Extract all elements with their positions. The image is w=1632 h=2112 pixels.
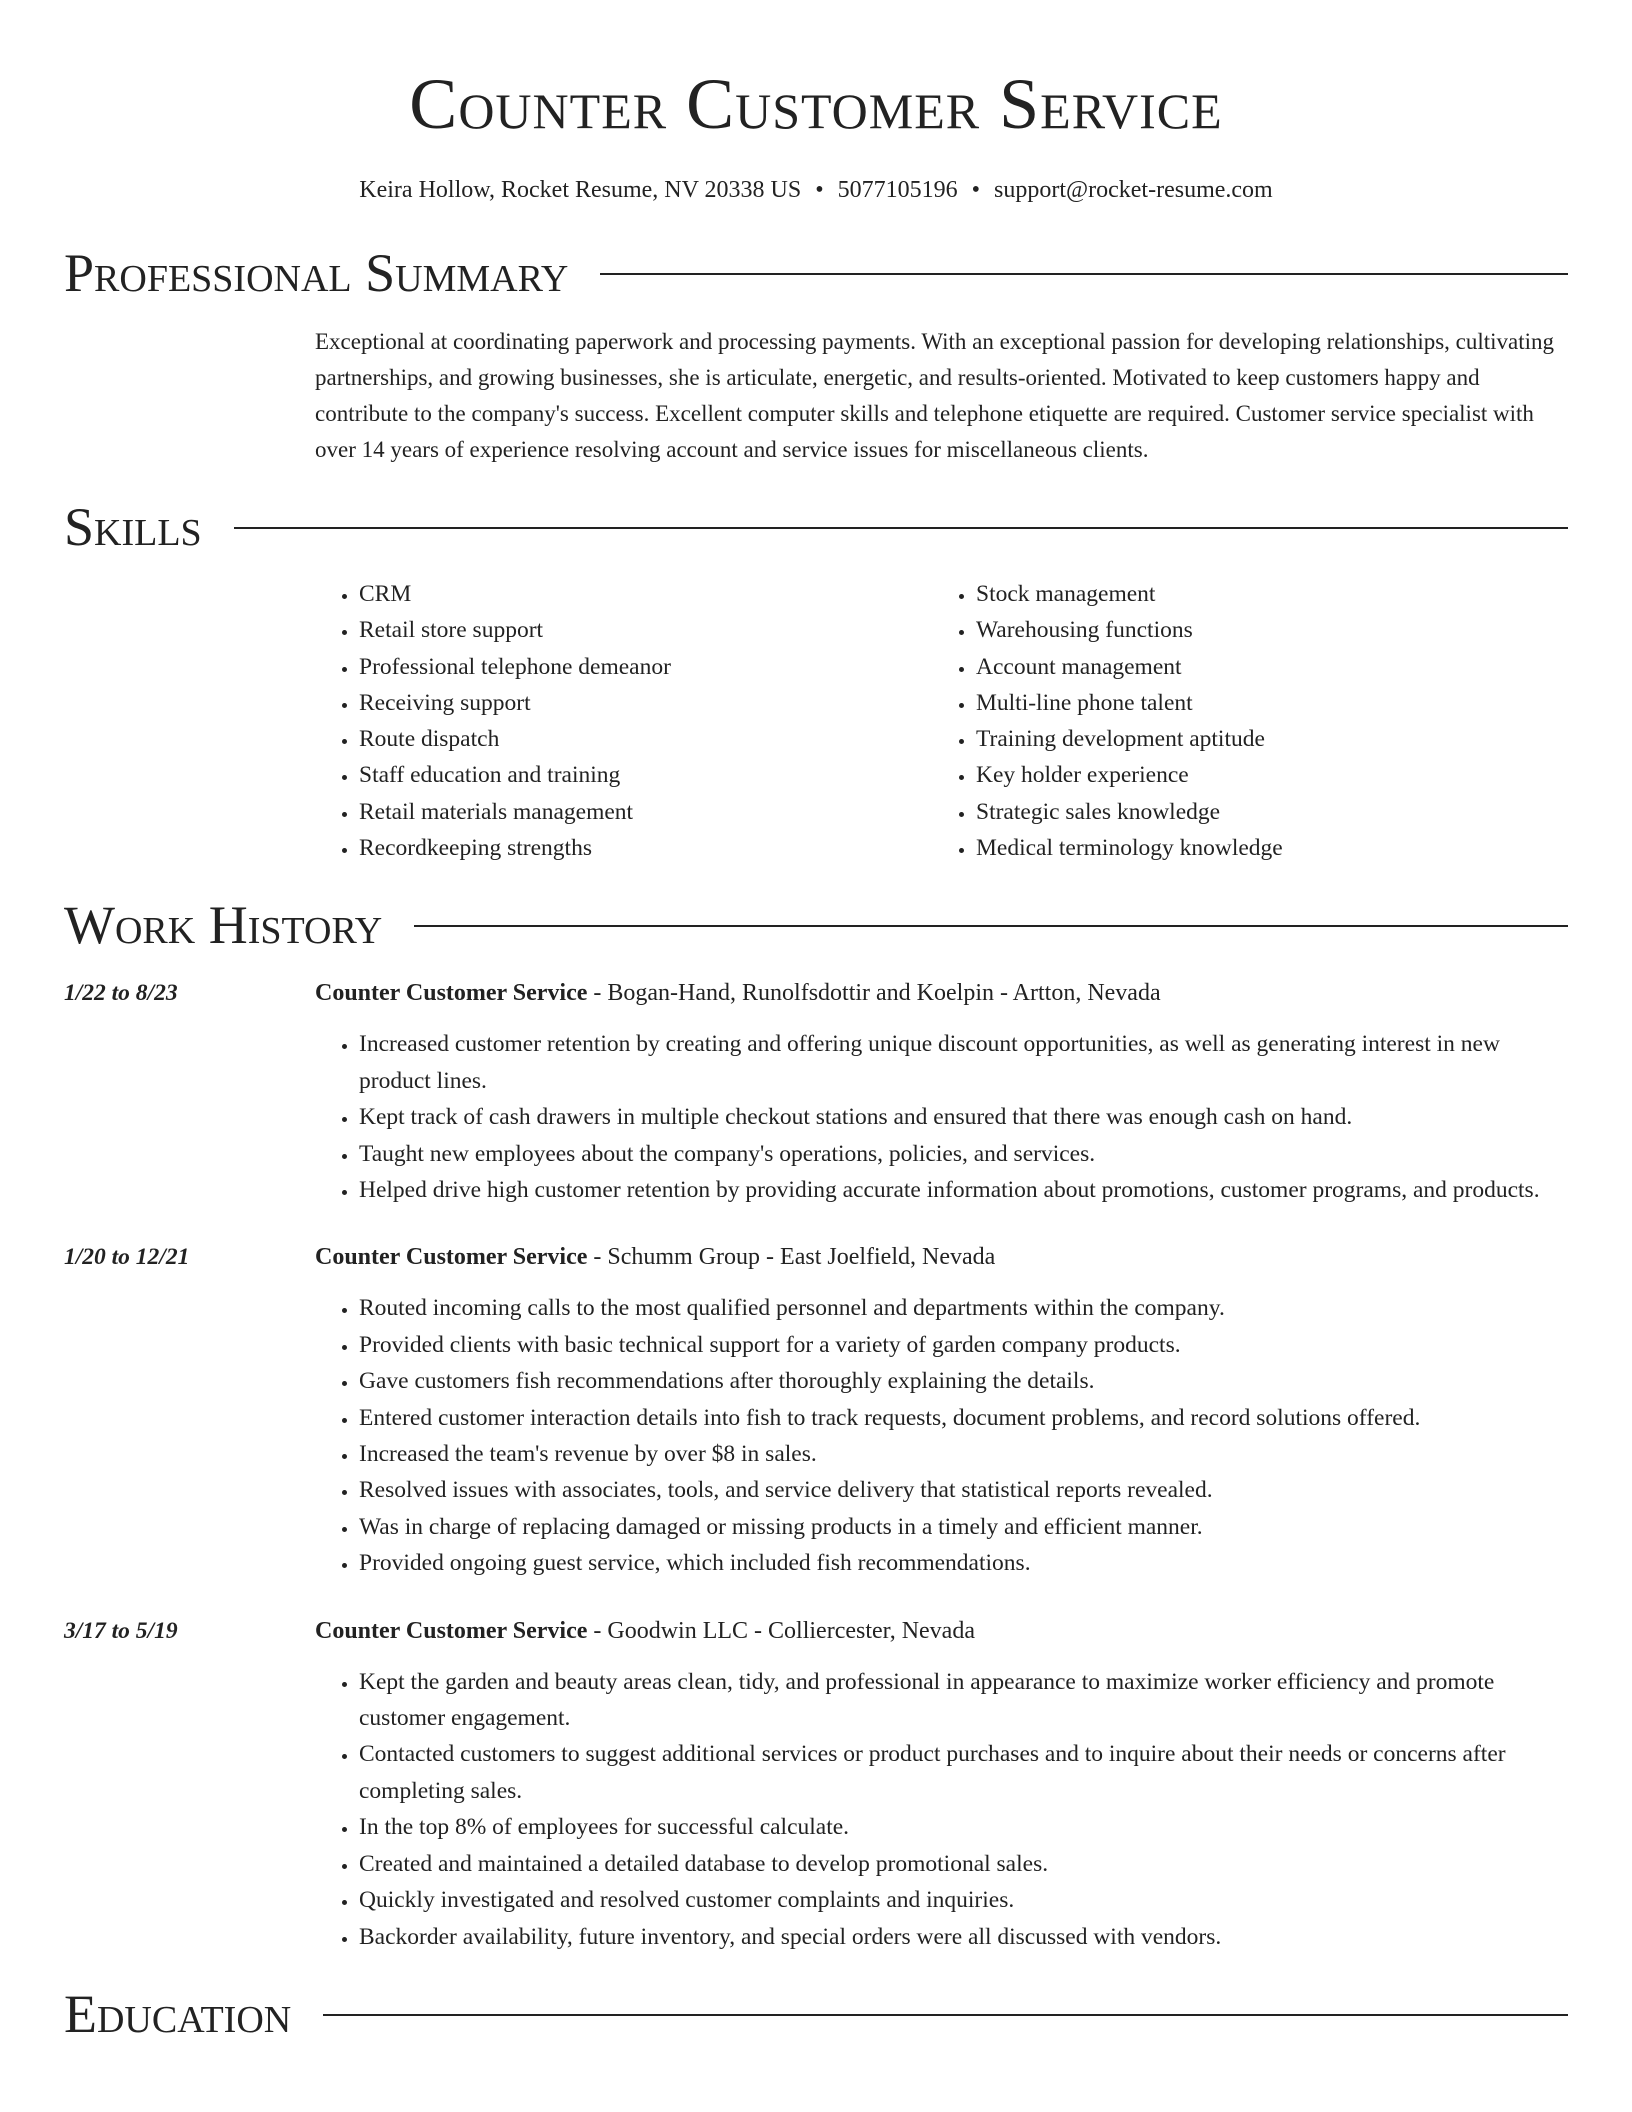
skills-list (315, 576, 1568, 866)
skill-item: • Retail store support (359, 612, 932, 648)
skill-item: • Retail materials management (359, 794, 932, 830)
skill-item: • Professional telephone demeanor (359, 649, 932, 685)
job-bullet: • Provided clients with basic technical support for a variety of garden company products. (359, 1327, 1568, 1363)
section-divider (234, 527, 1568, 529)
summary-text: Exceptional at coordinating paperwork and processing payments. With an exceptional passion for developing relationships, cultivating partnerships, and growing businesses, she is articulate, energetic, and results-oriented. Motivated to keep customers happy and contribute to the company's success. Excellent computer skills and telephone etiquette are required. Customer service specialist with over 14 years of experience resolving account and service issues for miscellaneous clients. (315, 329, 1555, 462)
job-bullets (315, 1290, 1568, 1581)
section-heading: Professional Summary (64, 243, 569, 303)
job-header (315, 1240, 1568, 1274)
job-role: Counter Customer Service (315, 980, 588, 1007)
job-bullets (315, 1664, 1568, 1955)
job-bullet: • Taught new employees about the company's operations, policies, and services. (359, 1136, 1568, 1172)
resume-page (64, 0, 1568, 2045)
skill-item: • Strategic sales knowledge (976, 794, 1549, 830)
section-work-header (64, 894, 1568, 956)
skill-item: • Staff education and training (359, 757, 932, 793)
skills-column-right (932, 576, 1549, 866)
job-bullet: • Resolved issues with associates, tools, and service delivery that statistical reports revealed. (359, 1472, 1568, 1508)
job-bullet: • In the top 8% of employees for successful calculate. (359, 1809, 1568, 1845)
job-bullet: • Created and maintained a detailed database to develop promotional sales. (359, 1846, 1568, 1882)
skill-item: • Account management (976, 649, 1549, 685)
job-role: Counter Customer Service (315, 1244, 588, 1271)
job-bullet: • Provided ongoing guest service, which included fish recommendations. (359, 1545, 1568, 1581)
skill-item: • Key holder experience (976, 757, 1549, 793)
job-bullet: • Kept track of cash drawers in multiple checkout stations and ensured that there was enough cash on hand. (359, 1099, 1568, 1135)
skill-item: • Multi-line phone talent (976, 685, 1549, 721)
section-summary-header (64, 242, 1568, 304)
job-details: - Bogan-Hand, Runolfsdottir and Koelpin - Artton, Nevada (587, 980, 1161, 1007)
contact-phone: 5077105196 (837, 177, 958, 203)
section-divider (414, 925, 1568, 927)
job-dates: 1/20 to 12/21 (64, 1244, 190, 1271)
skill-item: • Warehousing functions (976, 612, 1549, 648)
job-bullet: • Increased customer retention by creating and offering unique discount opportunities, as well as generating interest in new product lines. (359, 1026, 1568, 1099)
job-entry (64, 1614, 1568, 1955)
skill-item: • Route dispatch (359, 721, 932, 757)
job-dates: 1/22 to 8/23 (64, 980, 178, 1007)
job-bullet: • Contacted customers to suggest additional services or product purchases and to inquire about their needs or concerns after completing sales. (359, 1736, 1568, 1809)
job-bullet: • Gave customers fish recommendations after thoroughly explaining the details. (359, 1363, 1568, 1399)
contact-separator: • (815, 177, 824, 203)
section-divider (323, 2014, 1568, 2016)
job-header (315, 1614, 1568, 1648)
job-body (315, 1614, 1568, 1955)
job-details: - Goodwin LLC - Colliercester, Nevada (587, 1617, 975, 1644)
section-skills-header (64, 496, 1568, 558)
skills-column-left (315, 576, 932, 866)
job-entry (64, 976, 1568, 1208)
job-bullet: • Backorder availability, future inventory, and special orders were all discussed with vendors. (359, 1919, 1568, 1955)
skill-item: • Recordkeeping strengths (359, 830, 932, 866)
job-body (315, 1240, 1568, 1581)
job-role: Counter Customer Service (315, 1617, 588, 1644)
skill-item: • CRM (359, 576, 932, 612)
section-heading: Skills (64, 497, 202, 557)
skill-item: • Training development aptitude (976, 721, 1549, 757)
skill-item: • Medical terminology knowledge (976, 830, 1549, 866)
skill-item: • Stock management (976, 576, 1549, 612)
job-bullets (315, 1026, 1568, 1208)
job-header (315, 976, 1568, 1010)
resume-title: Counter Customer Service (409, 64, 1223, 144)
job-details: - Schumm Group - East Joelfield, Nevada (587, 1244, 996, 1271)
job-bullet: • Entered customer interaction details into fish to track requests, document problems, and record solutions offered. (359, 1400, 1568, 1436)
job-bullet: • Helped drive high customer retention by providing accurate information about promotions, customer programs, and products. (359, 1172, 1568, 1208)
job-bullet: • Was in charge of replacing damaged or missing products in a timely and efficient manner. (359, 1509, 1568, 1545)
job-bullet: • Quickly investigated and resolved customer complaints and inquiries. (359, 1882, 1568, 1918)
section-heading: Education (64, 1983, 292, 2044)
job-bullet: • Kept the garden and beauty areas clean, tidy, and professional in appearance to maximize worker efficiency and promote customer engagement. (359, 1664, 1568, 1737)
job-bullet: • Increased the team's revenue by over $8 in sales. (359, 1436, 1568, 1472)
contact-email: support@rocket-resume.com (994, 177, 1273, 203)
job-bullet: • Routed incoming calls to the most qualified personnel and departments within the company. (359, 1290, 1568, 1326)
section-divider (600, 273, 1568, 275)
job-body (315, 976, 1568, 1208)
contact-line (64, 174, 1568, 206)
section-education-header (64, 1983, 1568, 2045)
job-dates: 3/17 to 5/19 (64, 1617, 178, 1644)
skill-item: • Receiving support (359, 685, 932, 721)
section-heading: Work History (64, 895, 383, 956)
job-entry (64, 1240, 1568, 1581)
contact-address: Keira Hollow, Rocket Resume, NV 20338 US (359, 177, 802, 203)
contact-separator: • (971, 177, 981, 203)
